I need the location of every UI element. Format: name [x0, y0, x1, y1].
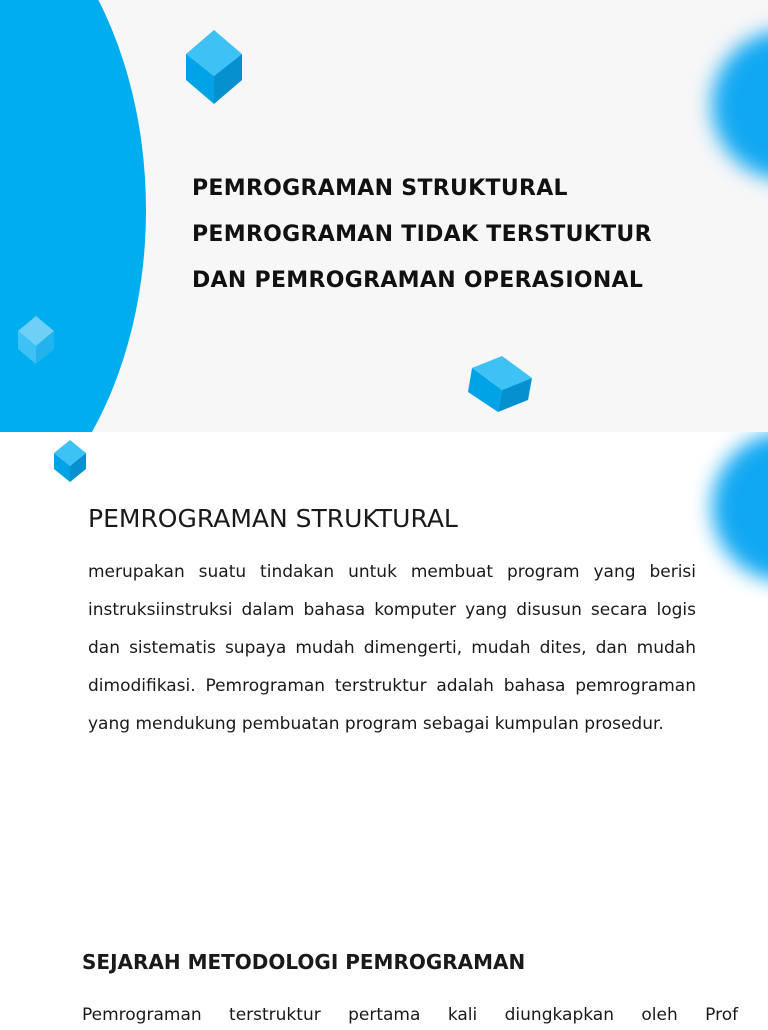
section-heading: PEMROGRAMAN STRUKTURAL [88, 504, 458, 533]
history-heading: SEJARAH METODOLOGI PEMROGRAMAN [82, 950, 526, 974]
cube-icon [16, 316, 56, 364]
title-line-1: PEMROGRAMAN STRUKTURAL [192, 176, 568, 201]
blue-arc-shape [0, 0, 146, 432]
cube-icon [52, 440, 88, 482]
cube-icon [184, 30, 244, 104]
slide-title [192, 166, 712, 304]
section-paragraph: merupakan suatu tindakan untuk membuat program yang berisi instruksiinstruksi dalam bahasa komputer yang disusun secara logis dan sistematis supaya mudah dimengerti, mudah dites, dan mudah dimodifikasi. Pemrograman terstruktur adalah bahasa pemrograman yang mendukung pembuatan program sebagai kumpulan prosedur. [88, 562, 696, 734]
history-paragraph: Pemrograman terstruktur pertama kali diungkapkan oleh Prof [82, 1005, 739, 1025]
cube-icon [466, 354, 534, 412]
title-slide [0, 0, 768, 432]
blue-glow-shape [712, 30, 768, 180]
title-line-2: PEMROGRAMAN TIDAK TERSTUKTUR [192, 222, 652, 247]
blue-glow-shape [712, 432, 768, 582]
title-line-3: DAN PEMROGRAMAN OPERASIONAL [192, 268, 644, 293]
